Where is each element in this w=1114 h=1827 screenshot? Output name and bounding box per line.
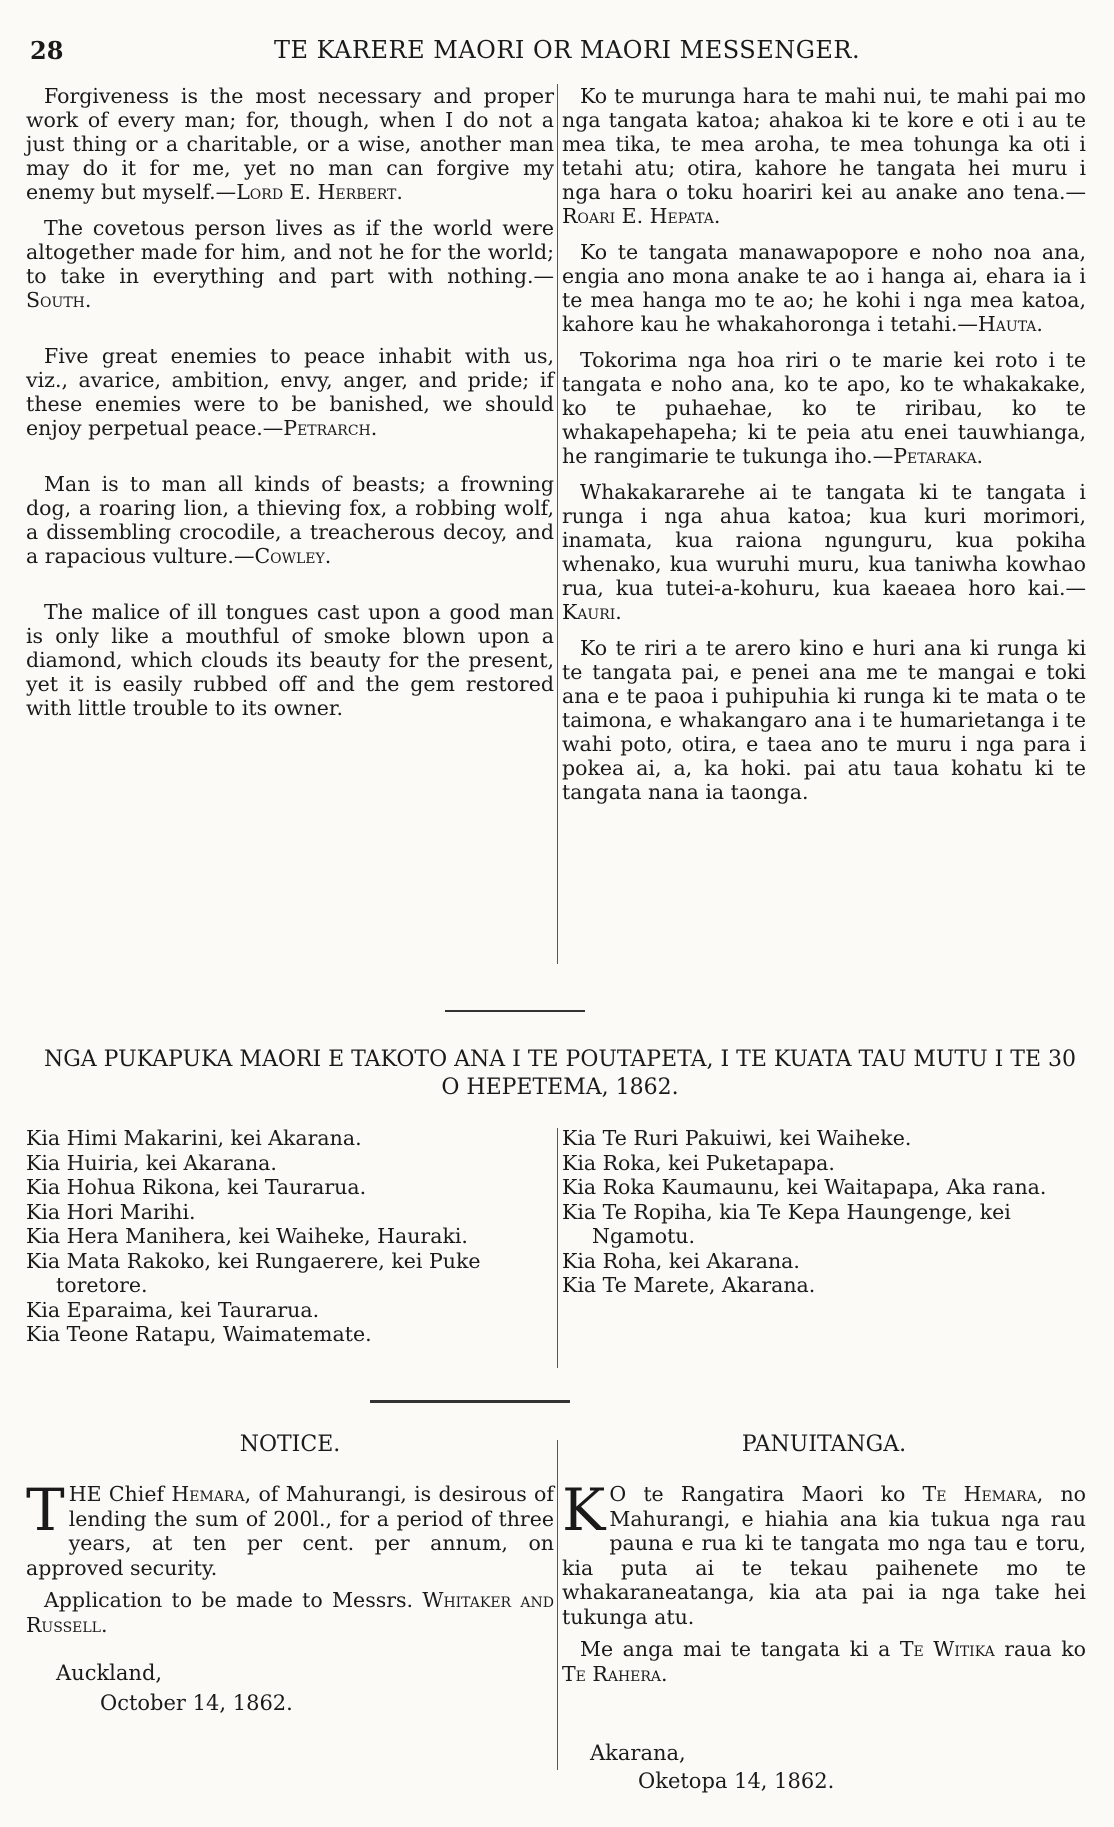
drop-cap: T [26, 1476, 65, 1544]
list-item: Kia Eparaima, kei Taurarua. [26, 1297, 320, 1322]
list-item: Kia Mata Rakoko, kei Rungaerere, kei Puke toretore. [26, 1248, 481, 1297]
quote-author: Kauri. [562, 600, 622, 624]
list-item: Kia Himi Makarini, kei Akarana. [26, 1126, 362, 1150]
maori-quote-manawapopore: Ko te tangata manawapopore e noho noa ana, engia ano mona anake te ao i hanga ai, ehara ia i te mea hanga mo te ao; he kohi i nga mea katoa, kahore kau he whakahoronga i tetahi.—Hauta. [562, 240, 1086, 336]
notice-paragraph: K O te Rangatira Maori ko Te Hemara, no Mahurangi, e hiahia ana kia tukua nga rau pauna e rua ki te tangata mo nga tau e toru, kia puta ai te tekau paihenete mo te whakaraneatanga, kia ata pai ia nga take hei tukunga atu. [562, 1476, 1087, 1629]
maori-quotes-column [562, 84, 1086, 816]
quote-author: Petrarch. [283, 416, 378, 440]
quote-enemies: Five great enemies to peace inhabit with us, viz., avarice, ambition, envy, anger, and pride; if these enemies were to be banished, we should enjoy perpetual peace.—Petrarch. [26, 344, 554, 440]
list-item: Kia Te Ropiha, kia Te Kepa Haungenge, kei Ngamotu. [562, 1199, 1011, 1248]
page-number: 28 [30, 36, 64, 65]
recipients-list-left [26, 1126, 546, 1347]
notice-date: October 14, 1862. [100, 1691, 293, 1715]
maori-quote-murunga: Ko te murunga hara te mahi nui, te mahi pai mo nga tangata katoa; ahakoa ki te kore e oti i au te mea tika, te mea aroha, te mea tohunga ka oti i tetahi atu; otira, kahore he tangata hei muru i nga hara o toku hoariri kei au anake ano tena.—Roari E. Hepata. [562, 84, 1086, 228]
maori-quote-tokorima: Tokorima nga hoa riri o te marie kei roto i te tangata e noho ana, ko te apo, ko te whakakake, ko te puhaehae, ko te riribau, ko te whakapehapeha; ki te peia atu enei tauwhianga, he rangimarie te tukunga iho.—Petaraka. [562, 348, 1086, 468]
notice-place: Akarana, [590, 1741, 686, 1765]
list-item: Kia Te Ruri Pakuiwi, kei Waiheke. [562, 1126, 912, 1150]
quote-forgiveness: Forgiveness is the most necessary and proper work of every man; for, though, when I do not a just thing or a charitable, or a wise, another man may do it for me, yet no man can forgive my enemy but myself.—Lord E. Herbert. [26, 84, 554, 204]
quote-author: South. [26, 288, 92, 312]
list-item: Kia Hera Manihera, kei Waiheke, Hauraki. [26, 1224, 468, 1248]
books-notice-heading: NGA PUKAPUKA MAORI E TAKOTO ANA I TE POUTAPETA, I TE KUATA TAU MUTU I TE 30 O HEPETEMA, 1862. [43, 1047, 1077, 1100]
list-item: Kia Teone Ratapu, Waimatemate. [26, 1322, 372, 1346]
quote-author: Lord E. Herbert. [236, 180, 403, 204]
quote-covetous: The covetous person lives as if the world were altogether made for him, and not he for the world; to take in everything and part with nothing.—South. [26, 216, 554, 312]
quote-malice: The malice of ill tongues cast upon a good man is only like a mouthful of smoke blown upon a diamond, which clouds its beauty for the present, yet it is easily rubbed off and the gem restored with little trouble to its owner. [26, 600, 554, 720]
list-item: Kia Te Marete, Akarana. [562, 1273, 816, 1297]
list-item: Kia Roha, kei Akarana. [562, 1248, 800, 1273]
quote-author: Cowley. [254, 544, 332, 568]
notice-title: NOTICE. [239, 1432, 341, 1457]
page-header [24, 30, 1094, 70]
section-rule [370, 1400, 570, 1403]
quote-author: Roari E. Hepata. [562, 204, 721, 228]
notice-date: Oketopa 14, 1862. [638, 1769, 835, 1793]
notice-english [26, 1476, 554, 1645]
list-item: Kia Roka, kei Puketapapa. [562, 1150, 835, 1175]
quote-author: Petaraka. [893, 444, 984, 468]
column-divider [557, 84, 558, 964]
notice-paragraph: THE Chief Hemara, of Mahurangi, is desirous of lending the sum of 200l., for a period of three years, at ten per cent. per annum, on approved security. [26, 1476, 554, 1580]
maori-quote-riri: Ko te riri a te arero kino e huri ana ki runga ki te tangata pai, e penei ana me te mangai e toki ana e te paoa i puhipuhia ki runga ki te mata o te taimona, e whakangaro ana i te humarietanga i te wahi poto, otira, e taea ano te muru i nga para i pokea ai, a, ka hoki. pai atu taua kohatu ki te tangata nana ia taonga. [562, 636, 1086, 804]
list-item: Kia Huiria, kei Akarana. [26, 1150, 277, 1175]
notice-paragraph: Application to be made to Messrs. Whitaker and Russell. [26, 1588, 554, 1637]
list-item: Kia Roka Kaumaunu, kei Waitapapa, Aka rana. [562, 1175, 1047, 1199]
quote-author: Hauta. [977, 312, 1043, 336]
list-item: Kia Hori Marihi. [26, 1199, 196, 1224]
notice-maori [562, 1476, 1087, 1694]
notice-paragraph: Me anga mai te tangata ki a Te Witika raua ko Te Rahera. [562, 1637, 1086, 1686]
column-divider [557, 1128, 558, 1368]
notice-title: PANUITANGA. [741, 1432, 907, 1457]
running-title: TE KARERE MAORI OR MAORI MESSENGER. [274, 36, 861, 64]
section-rule [445, 1010, 585, 1012]
drop-cap: K [562, 1476, 606, 1544]
column-divider [557, 1440, 558, 1770]
maori-quote-whakakararehe: Whakakararehe ai te tangata ki te tangata i runga i nga ahua katoa; kua kuri morimori, inamata, kua raiona ngunguru, kua pokiha whenako, kua wuruhi muru, kua taniwha kowhao rua, kua tutei-a-kohuru, kua kaeaea horo kai.—Kauri. [562, 480, 1086, 624]
list-item: Kia Hohua Rikona, kei Taurarua. [26, 1175, 367, 1199]
recipients-list-right [562, 1126, 1082, 1298]
english-quotes-column [26, 84, 554, 732]
notice-place: Auckland, [56, 1661, 163, 1685]
quote-beasts: Man is to man all kinds of beasts; a frowning dog, a roaring lion, a thieving fox, a robbing wolf, a dissembling crocodile, a treacherous decoy, and a rapacious vulture.—Cowley. [26, 472, 554, 568]
